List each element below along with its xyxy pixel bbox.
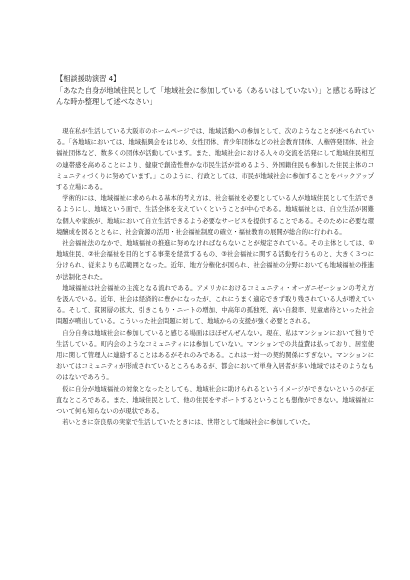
document-header	[56, 74, 376, 107]
paragraph: 社会福祉法のなかで、地域福祉の推進に努めなければならないことが規定されている。その主体としては、①地域住民、②社会福祉を目的とする事業を経営するもの、③社会福祉に関する活動を行うものと、大きく３つに分けられ、従来よりも広範囲となった。近年、地方分権化が図られ、社会福祉の分野においても地域福祉の推進が法制化された。	[56, 240, 374, 281]
paragraph: 学術的には、地域福祉に求められる基本的考え方は、社会福祉を必要としている人が地域住民として生活できるようにし、地域という面で、生活全体を支えていくということが中心である。地域福祉とは、自立生活が困難な個人や家族が、地域において自立生活できるよう必要なサービスを提供することである。そのために必要な環境醸成を図るとともに、社会資源の活用・社会福祉制度の確立・福祉教育の展開が総合的に行われる。	[56, 195, 374, 236]
paragraph: 地域福祉は社会福祉の主流となる流れである。アメリカにおけるコミュニティ・オーガニゼーションの考え方を汲んでいる。近年、社会は経済的に豊かになったが、これにうまく適応できず取り残されている人が増えている。そして、貧困層の拡大、引きこもり・ニートの増加、中高年の孤独死、高い自殺率、児童虐待といった社会問題が噴出している。こういった社会問題に対して、地域からの支援が強く必要とされる。	[56, 284, 374, 326]
assignment-tag: 【相談援助演習 4】	[56, 74, 121, 83]
paragraph: 仮に自分が地域福祉の対象となったとしても、地域社会に助けられるというイメージができないというのが正直なところである。また、地域住民として、他の住民をサポートするということも想像ができない。地域福祉について何も知らないのが現状である。	[56, 385, 374, 416]
paragraph: 自分自身は地域社会に参加していると感じる場面はほぼぜんぜんない。現在、私はマンションにおいて独りで生活している。町内会のようなコミュニティには参加していない。マンションでの共益費は払っており、居室使用に関して管理人に連絡することはあるがそれのみである。これは一対一の契約関係にすぎない。マンションにおいてはコミュニティが形成されているところもあるが、都会において単身入居者が多い地域ではそのようなものはないであろう。	[56, 329, 374, 382]
assignment-question: 「あなた自身が地域住民として「地域社会に参加している（あるいはしていない）」と感じる時はどんな時か整理して述べなさい」	[56, 86, 376, 106]
paragraph: 現在私が生活している大阪市のホームページでは、地域活動への参加として、次のようなことが述べられている。「各地域においては、地域振興会をはじめ、女性団体、青少年団体などの社会教育団体、人権啓発団体、社会福祉団体など、数多くの団体が活動しています。また、地域社会における人々の交流を活発にして地域住民相互の連帯感を高めることにより、健康で創造性豊かな市民生活が営めるよう、外国籍住民も参加した住民主体のコミュニティづくりに努めています。」このように、行政としては、市民が地域社会に参加することをバックアップする立場にある。	[56, 128, 374, 192]
essay-body	[56, 126, 374, 428]
paragraph: 若いときに奈良県の実家で生活していたときには、世帯として地域社会に参加していた。	[62, 419, 315, 427]
